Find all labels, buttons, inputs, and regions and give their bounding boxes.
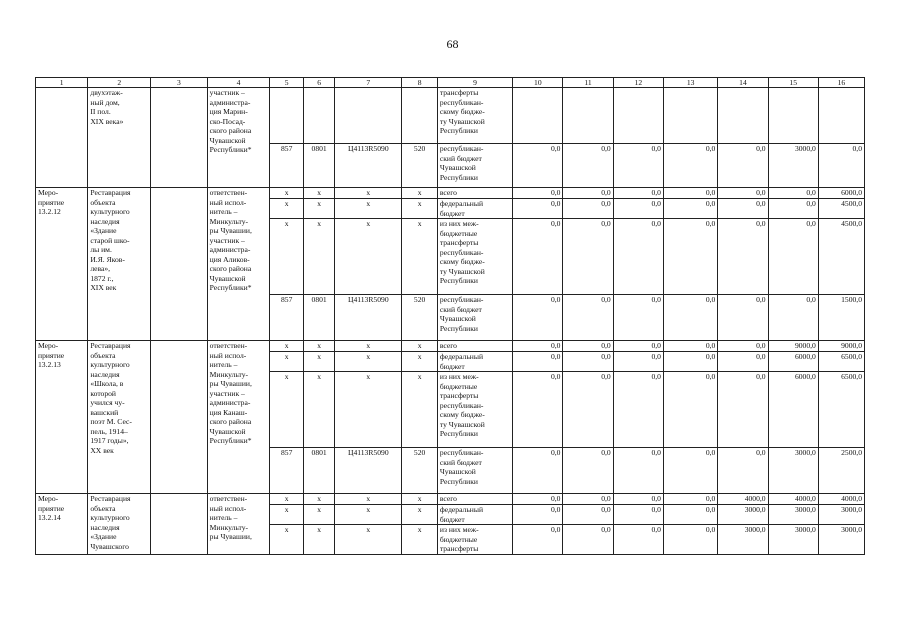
code-cell: x [335, 352, 402, 372]
column-header: 8 [402, 78, 438, 88]
value-cell: 0,0 [663, 199, 717, 219]
value-cell: 4000,0 [718, 494, 768, 505]
code-cell: x [402, 352, 438, 372]
value-cell: 0,0 [768, 199, 818, 219]
value-cell: 0,0 [663, 525, 717, 555]
value-cell [718, 88, 768, 144]
value-cell: 6500,0 [818, 352, 864, 372]
source-cell: республикан- ский бюджет Чувашской Республики [437, 448, 512, 494]
value-cell: 3000,0 [768, 525, 818, 555]
source-cell: федеральный бюджет [437, 199, 512, 219]
column-header: 12 [613, 78, 663, 88]
column-header: 14 [718, 78, 768, 88]
value-cell: 0,0 [768, 188, 818, 199]
value-cell: 0,0 [663, 295, 717, 341]
value-cell: 9000,0 [818, 341, 864, 352]
code-cell: x [335, 494, 402, 505]
value-cell: 0,0 [563, 525, 613, 555]
code-cell: x [335, 525, 402, 555]
value-cell: 0,0 [513, 219, 563, 295]
value-cell: 0,0 [563, 341, 613, 352]
value-cell: 0,0 [718, 144, 768, 188]
column-header: 15 [768, 78, 818, 88]
value-cell: 0,0 [613, 199, 663, 219]
source-cell: федеральный бюджет [437, 505, 512, 525]
code-cell: x [303, 494, 334, 505]
code-cell: x [402, 505, 438, 525]
value-cell: 0,0 [718, 295, 768, 341]
event-cell: Меро- приятие 13.2.13 [36, 341, 88, 494]
column-header: 6 [303, 78, 334, 88]
source-cell: республикан- ский бюджет Чувашской Республики [437, 144, 512, 188]
value-cell: 0,0 [818, 144, 864, 188]
value-cell: 6500,0 [818, 372, 864, 448]
value-cell: 0,0 [663, 494, 717, 505]
value-cell: 0,0 [718, 219, 768, 295]
column-header: 3 [151, 78, 208, 88]
executor-cell: ответствен- ный испол- нитель – Минкульту- ры Чувашии, [207, 494, 270, 555]
value-cell: 0,0 [563, 199, 613, 219]
code-cell: x [270, 188, 303, 199]
value-cell: 0,0 [663, 505, 717, 525]
code-cell: x [402, 494, 438, 505]
column-header: 13 [663, 78, 717, 88]
code-cell: x [270, 525, 303, 555]
value-cell: 4500,0 [818, 199, 864, 219]
value-cell: 0,0 [563, 144, 613, 188]
source-cell: всего [437, 494, 512, 505]
value-cell [513, 88, 563, 144]
code-cell: Ц4113R5090 [335, 448, 402, 494]
col3-cell [151, 88, 208, 188]
value-cell: 0,0 [513, 494, 563, 505]
value-cell: 0,0 [663, 188, 717, 199]
source-cell: федеральный бюджет [437, 352, 512, 372]
value-cell: 0,0 [663, 144, 717, 188]
value-cell: 3000,0 [718, 505, 768, 525]
page-number: 68 [446, 37, 459, 51]
code-cell: x [270, 219, 303, 295]
column-header: 7 [335, 78, 402, 88]
value-cell: 0,0 [613, 505, 663, 525]
event-cell [36, 88, 88, 188]
executor-cell: ответствен- ный испол- нитель – Минкульту- ры Чувашии, участник – администра- ция Канаш- ского района Чувашской Республики* [207, 341, 270, 494]
source-cell: республикан- ский бюджет Чувашской Республики [437, 295, 512, 341]
source-cell: всего [437, 188, 512, 199]
column-header: 4 [207, 78, 270, 88]
object-cell: Реставрация объекта культурного наследия «Здание Чувашского [88, 494, 151, 555]
event-cell: Меро- приятие 13.2.12 [36, 188, 88, 341]
value-cell: 0,0 [563, 494, 613, 505]
table-row [36, 494, 865, 505]
value-cell: 1500,0 [818, 295, 864, 341]
value-cell: 0,0 [613, 448, 663, 494]
value-cell: 0,0 [563, 352, 613, 372]
executor-cell: ответствен- ный испол- нитель – Минкульту- ры Чувашии, участник – администра- ция Аликов- ского района Чувашской Республики* [207, 188, 270, 341]
value-cell: 0,0 [513, 341, 563, 352]
object-cell: Реставрация объекта культурного наследия «Здание старой шко- лы им. И.Я. Яков- лева», 1872 г., XIX век [88, 188, 151, 341]
value-cell: 0,0 [768, 219, 818, 295]
executor-cell: участник – администра- ция Марин- ско-Посад- ского района Чувашской Республики* [207, 88, 270, 188]
column-header: 9 [437, 78, 512, 88]
col3-cell [151, 341, 208, 494]
column-header: 16 [818, 78, 864, 88]
object-cell: двухэтаж- ный дом, II пол. XIX века» [88, 88, 151, 188]
value-cell: 0,0 [718, 341, 768, 352]
value-cell: 2500,0 [818, 448, 864, 494]
value-cell: 6000,0 [768, 372, 818, 448]
value-cell: 0,0 [563, 372, 613, 448]
code-cell: x [303, 372, 334, 448]
value-cell: 0,0 [613, 188, 663, 199]
code-cell: 0801 [303, 144, 334, 188]
value-cell: 0,0 [663, 352, 717, 372]
code-cell: x [335, 219, 402, 295]
value-cell: 3000,0 [818, 525, 864, 555]
code-cell: x [270, 199, 303, 219]
code-cell: x [303, 188, 334, 199]
value-cell: 4000,0 [768, 494, 818, 505]
budget-table [35, 77, 865, 555]
value-cell: 0,0 [718, 199, 768, 219]
code-cell: x [402, 199, 438, 219]
value-cell: 3000,0 [768, 505, 818, 525]
column-header: 10 [513, 78, 563, 88]
value-cell: 4000,0 [818, 494, 864, 505]
value-cell: 0,0 [513, 448, 563, 494]
column-header: 5 [270, 78, 303, 88]
value-cell: 0,0 [513, 372, 563, 448]
value-cell: 0,0 [513, 505, 563, 525]
column-header: 1 [36, 78, 88, 88]
code-cell: x [402, 372, 438, 448]
value-cell: 0,0 [563, 448, 613, 494]
value-cell: 0,0 [718, 352, 768, 372]
code-cell: 520 [402, 295, 438, 341]
value-cell: 0,0 [613, 219, 663, 295]
value-cell: 0,0 [513, 295, 563, 341]
code-cell: x [335, 505, 402, 525]
value-cell: 0,0 [613, 144, 663, 188]
code-cell [270, 88, 303, 144]
code-cell: x [303, 341, 334, 352]
column-header: 2 [88, 78, 151, 88]
col3-cell [151, 188, 208, 341]
value-cell: 0,0 [613, 341, 663, 352]
value-cell: 0,0 [718, 188, 768, 199]
value-cell: 0,0 [613, 372, 663, 448]
value-cell: 0,0 [613, 494, 663, 505]
code-cell: x [270, 494, 303, 505]
code-cell: x [303, 505, 334, 525]
code-cell: x [303, 352, 334, 372]
code-cell: x [303, 525, 334, 555]
code-cell: x [335, 199, 402, 219]
value-cell: 0,0 [513, 199, 563, 219]
value-cell: 0,0 [513, 144, 563, 188]
code-cell: x [270, 341, 303, 352]
value-cell: 0,0 [563, 219, 613, 295]
code-cell [335, 88, 402, 144]
source-cell: из них меж- бюджетные трансферты республикан- скому бюдже- ту Чувашской Республики [437, 219, 512, 295]
value-cell: 0,0 [718, 372, 768, 448]
value-cell: 0,0 [663, 448, 717, 494]
code-cell: 857 [270, 295, 303, 341]
col3-cell [151, 494, 208, 555]
value-cell [563, 88, 613, 144]
value-cell [663, 88, 717, 144]
value-cell: 6000,0 [768, 352, 818, 372]
table-row [36, 341, 865, 352]
source-cell: из них меж- бюджетные трансферты [437, 525, 512, 555]
value-cell: 3000,0 [818, 505, 864, 525]
code-cell: 857 [270, 448, 303, 494]
source-cell: из них меж- бюджетные трансферты республикан- скому бюдже- ту Чувашской Республики [437, 372, 512, 448]
source-cell: трансферты республикан- скому бюдже- ту Чувашской Республики [437, 88, 512, 144]
value-cell: 0,0 [613, 352, 663, 372]
value-cell: 3000,0 [718, 525, 768, 555]
code-cell: x [335, 372, 402, 448]
code-cell: x [270, 352, 303, 372]
value-cell: 0,0 [563, 505, 613, 525]
value-cell: 6000,0 [818, 188, 864, 199]
value-cell [768, 88, 818, 144]
value-cell: 0,0 [563, 188, 613, 199]
code-cell: Ц4113R5090 [335, 295, 402, 341]
value-cell: 0,0 [513, 188, 563, 199]
value-cell: 0,0 [613, 525, 663, 555]
value-cell: 3000,0 [768, 144, 818, 188]
source-cell: всего [437, 341, 512, 352]
value-cell [818, 88, 864, 144]
code-cell: 520 [402, 144, 438, 188]
value-cell: 4500,0 [818, 219, 864, 295]
header-row [36, 78, 865, 88]
table-row [36, 88, 865, 144]
value-cell: 0,0 [513, 352, 563, 372]
value-cell: 3000,0 [768, 448, 818, 494]
code-cell: x [303, 199, 334, 219]
value-cell: 0,0 [663, 341, 717, 352]
value-cell: 9000,0 [768, 341, 818, 352]
code-cell: 0801 [303, 448, 334, 494]
code-cell: x [303, 219, 334, 295]
value-cell: 0,0 [663, 372, 717, 448]
code-cell: x [402, 188, 438, 199]
object-cell: Реставрация объекта культурного наследия «Школа, в которой учился чу- вашский поэт М. Сес- пель, 1914– 1917 годы», XX век [88, 341, 151, 494]
code-cell: x [270, 372, 303, 448]
code-cell: x [402, 219, 438, 295]
code-cell: 857 [270, 144, 303, 188]
value-cell: 0,0 [663, 219, 717, 295]
code-cell [303, 88, 334, 144]
code-cell: x [402, 341, 438, 352]
value-cell: 0,0 [768, 295, 818, 341]
value-cell: 0,0 [613, 295, 663, 341]
code-cell: 520 [402, 448, 438, 494]
event-cell: Меро- приятие 13.2.14 [36, 494, 88, 555]
value-cell [613, 88, 663, 144]
value-cell: 0,0 [718, 448, 768, 494]
value-cell: 0,0 [513, 525, 563, 555]
value-cell: 0,0 [563, 295, 613, 341]
column-header: 11 [563, 78, 613, 88]
code-cell: Ц4113R5090 [335, 144, 402, 188]
code-cell: x [270, 505, 303, 525]
code-cell [402, 88, 438, 144]
code-cell: x [335, 341, 402, 352]
table-row [36, 188, 865, 199]
code-cell: x [335, 188, 402, 199]
code-cell: 0801 [303, 295, 334, 341]
code-cell: x [402, 525, 438, 555]
